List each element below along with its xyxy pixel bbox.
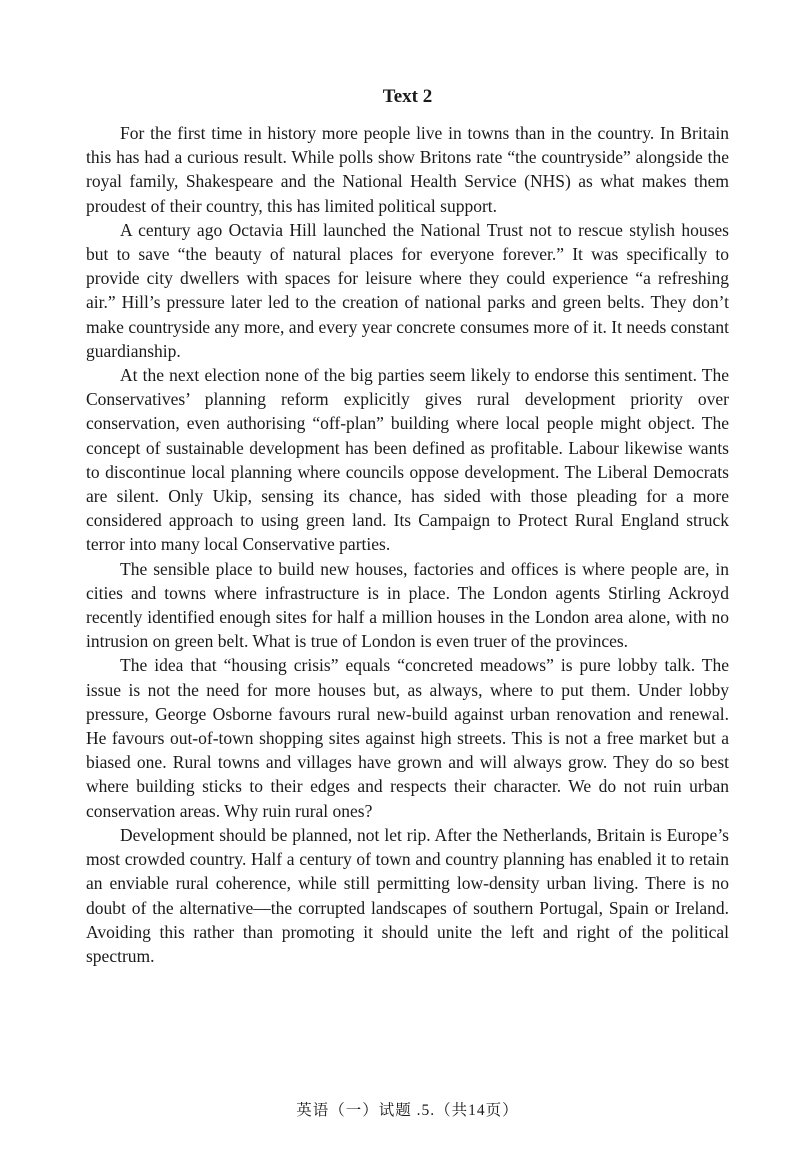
- page-title: Text 2: [382, 86, 433, 107]
- page-footer: 英语（一）试题 .5.（共14页）: [296, 1102, 519, 1119]
- paragraph-4: The sensible place to build new houses, factories and offices is where people are, in cities and towns where infrastructure is in place. The London agents Stirling Ackroyd recently identified enough sites for half a million houses in the London area alone, with no intrusion on green belt. What is true of London is even truer of the provinces.: [86, 558, 729, 652]
- paragraph-5: The idea that “housing crisis” equals “concreted meadows” is pure lobby talk. The issue is not the need for more houses but, as always, where to put them. Under lobby pressure, George Osborne favours rural new-build against urban renovation and renewal. He favours out-of-town shopping sites against high streets. This is not a free market but a biased one. Rural towns and villages have grown and will always grow. They do so best where building sticks to their edges and respects their character. We do not ruin urban conservation areas. Why ruin rural ones?: [86, 655, 729, 821]
- exam-page: [86, 0, 729, 1175]
- article-body: [86, 121, 729, 968]
- paragraph-1: For the first time in history more people live in towns than in the country. In Britain this has had a curious result. While polls show Britons rate “the countryside” alongside the royal family, Shakespeare and the National Health Service (NHS) as what makes them proudest of their country, this has limited political support.: [86, 123, 729, 216]
- paragraph-6: Development should be planned, not let rip. After the Netherlands, Britain is Europe’s most crowded country. Half a century of town and country planning has enabled it to retain an enviable rural coherence, while still permitting low-density urban living. There is no doubt of the alternative—the corrupted landscapes of southern Portugal, Spain or Ireland. Avoiding this rather than promoting it should unite the left and right of the political spectrum.: [86, 824, 729, 966]
- paragraph-3: At the next election none of the big parties seem likely to endorse this sentiment. The Conservatives’ planning reform explicitly gives rural development priority over conservation, even authorising “off-plan” building where local people might object. The concept of sustainable development has been defined as profitable. Labour likewise wants to discontinue local planning where councils oppose development. The Liberal Democrats are silent. Only Ukip, sensing its chance, has sided with those pleading for a more considered approach to using green land. Its Campaign to Protect Rural England struck terror into many local Conservative parties.: [86, 365, 729, 555]
- paragraph-2: A century ago Octavia Hill launched the National Trust not to rescue stylish houses but to save “the beauty of natural places for everyone forever.” It was specifically to provide city dwellers with spaces for leisure where they could experience “a refreshing air.” Hill’s pressure later led to the creation of national parks and green belts. They don’t make countryside any more, and every year concrete consumes more of it. It needs constant guardianship.: [86, 219, 729, 361]
